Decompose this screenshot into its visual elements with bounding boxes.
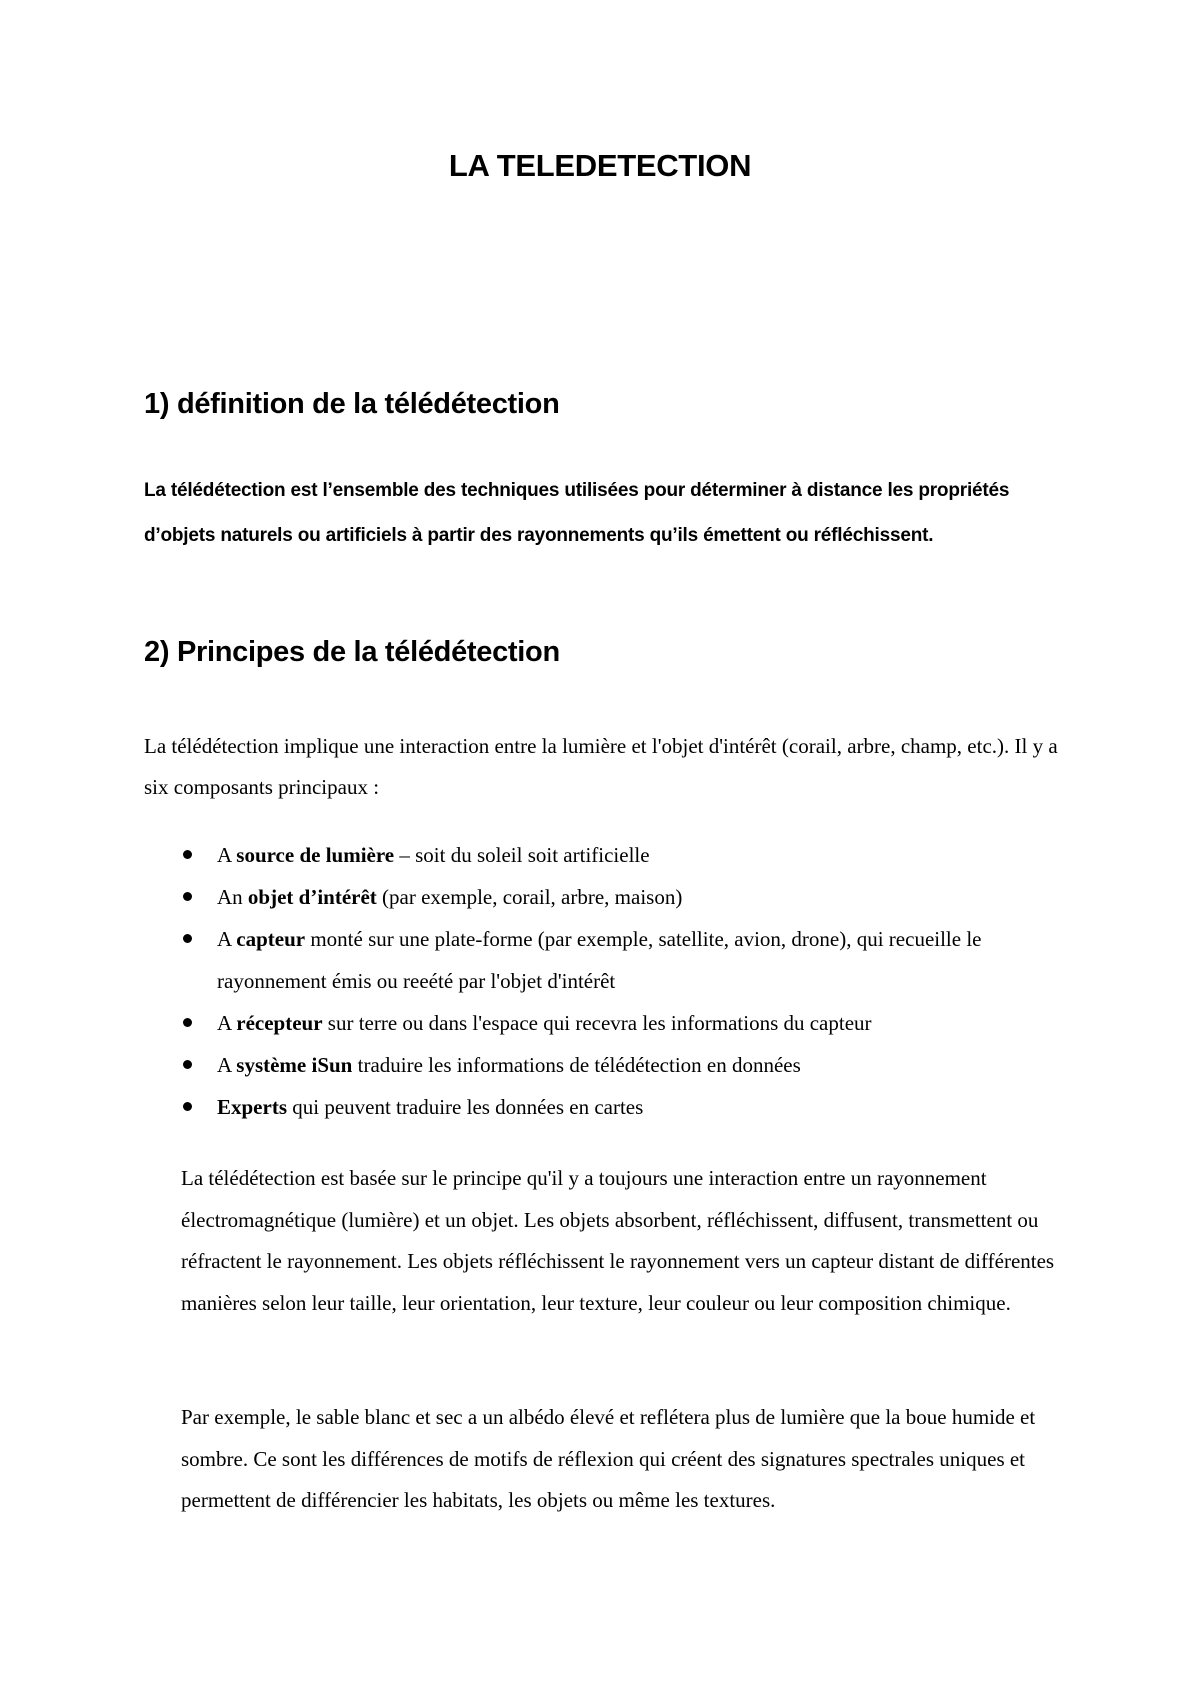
bullet-icon xyxy=(183,1018,192,1027)
bullet-icon xyxy=(183,892,192,901)
principle-paragraph: La télédétection est basée sur le principe qu'il y a toujours une interaction entre un rayonnement électromagnétique (lumière) et un objet. Les objets absorbent, réfléchissent, diffusent, transmettent ou réfractent le rayonnement. Les objets réfléchissent le rayonnement vers un capteur distant de différentes manières selon leur taille, leur orientation, leur texture, leur couleur ou leur composition chimique. xyxy=(181,1166,1055,1315)
bullet-icon xyxy=(183,934,192,943)
list-item-term: récepteur xyxy=(236,1011,323,1035)
section-1-heading: 1) définition de la télédétection xyxy=(144,388,560,420)
principles-intro-paragraph: La télédétection implique une interaction entre la lumière et l'objet d'intérêt (corail, arbre, champ, etc.). Il y a six composants principaux : xyxy=(144,734,1058,799)
definition-paragraph: La télédétection est l’ensemble des techniques utilisées pour déterminer à distance les propriétés d’objets naturels ou artificiels à partir des rayonnements qu’ils émettent ou réfléchissent. xyxy=(144,480,1010,546)
example-paragraph: Par exemple, le sable blanc et sec a un albédo élevé et reflétera plus de lumière que la boue humide et sombre. Ce sont les différences de motifs de réflexion qui créent des signatures spectrales uniques et permettent de différencier les habitats, les objets ou même les textures. xyxy=(181,1405,1036,1512)
list-item-term: système iSun xyxy=(236,1053,353,1077)
components-list xyxy=(144,834,1064,1128)
document-title: LA TELEDETECTION xyxy=(448,148,752,183)
list-item-experts: Experts qui peuvent traduire les données en cartes xyxy=(144,1086,1064,1128)
list-item-object: An objet d’intérêt (par exemple, corail, arbre, maison) xyxy=(144,876,1064,918)
list-item-term: Experts xyxy=(217,1095,287,1119)
section-2-heading: 2) Principes de la télédétection xyxy=(144,636,560,668)
bullet-icon xyxy=(183,850,192,859)
list-item-receiver: A récepteur sur terre ou dans l'espace qui recevra les informations du capteur xyxy=(144,1002,1064,1044)
bullet-icon xyxy=(183,1102,192,1111)
list-item-light-source: A source de lumière – soit du soleil soit artificielle xyxy=(144,834,1064,876)
list-item-term: capteur xyxy=(236,927,306,951)
list-item-sensor: A capteur monté sur une plate-forme (par exemple, satellite, avion, drone), qui recueille le rayonnement émis ou reeété par l'objet d'intérêt xyxy=(144,918,1064,1002)
bullet-icon xyxy=(183,1060,192,1069)
list-item-system: A système iSun traduire les informations de télédétection en données xyxy=(144,1044,1064,1086)
list-item-term: source de lumière xyxy=(236,843,395,867)
list-item-term: objet d’intérêt xyxy=(247,885,377,909)
